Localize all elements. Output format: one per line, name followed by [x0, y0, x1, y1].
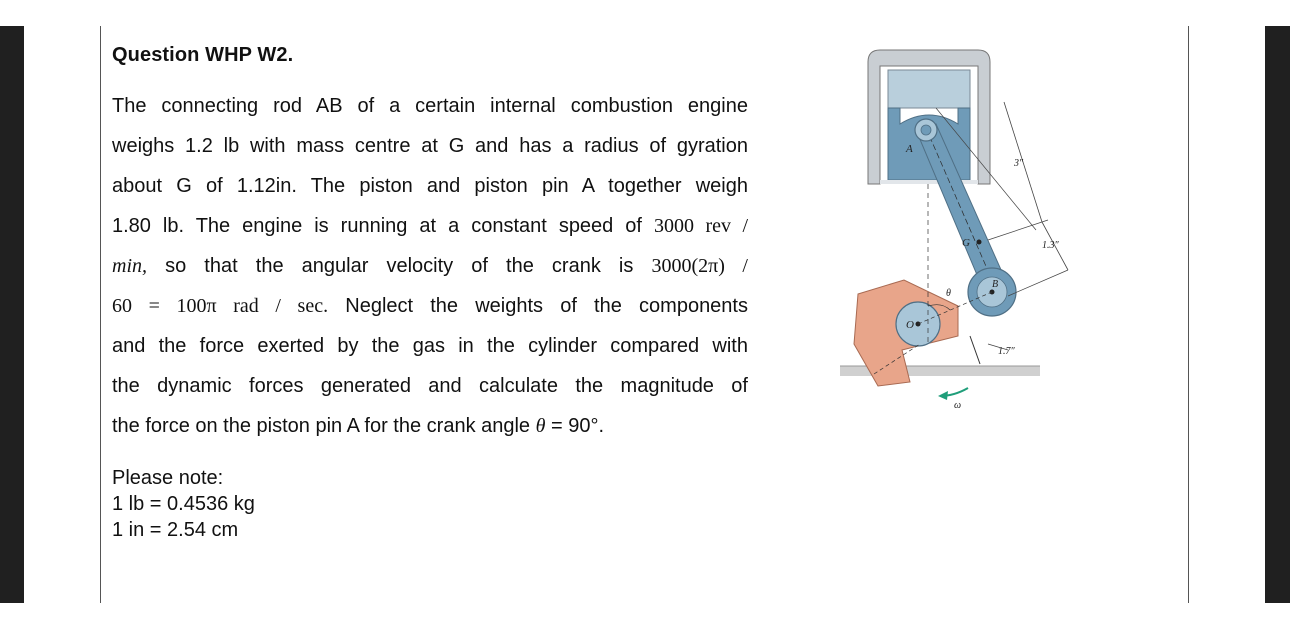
- paragraph-line: and the force exerted by the gas in the cylinder compared with: [112, 335, 748, 357]
- dim-label-1-7in: 1.7″: [998, 346, 1015, 357]
- question-title: Question WHP W2.: [112, 44, 294, 66]
- right-border-line: [1188, 26, 1189, 603]
- unit-min: min,: [112, 255, 147, 277]
- dim-label-3in: 3″: [1014, 158, 1024, 169]
- line-text: 1.80 lb. The engine is running at a constant speed of: [112, 215, 642, 237]
- line-text: the force on the piston pin A for the crank angle: [112, 415, 531, 437]
- paragraph-line: about G of 1.12in. The piston and piston pin A together weigh: [112, 175, 748, 197]
- dim-extension-b: [1008, 270, 1068, 296]
- paragraph-line: [112, 250, 748, 290]
- piston-crown: [888, 70, 970, 108]
- speed-expression: 3000 rev /: [654, 215, 749, 237]
- omega-result: 60 = 100π rad / sec.: [112, 295, 329, 317]
- dim-extension-g: [988, 220, 1048, 240]
- note-heading: Please note:: [112, 467, 224, 489]
- paragraph-line: [112, 410, 748, 450]
- paragraph-line: The connecting rod AB of a certain internal combustion engine: [112, 95, 748, 117]
- angle-value: = 90°.: [551, 415, 605, 437]
- left-border-line: [100, 26, 101, 603]
- paragraph-line: the dynamic forces generated and calculate the magnitude of: [112, 375, 748, 397]
- piston-pin-inner: [921, 125, 931, 135]
- label-g: G: [962, 237, 970, 249]
- cylinder-bottom: [880, 180, 978, 184]
- label-omega: ω: [954, 400, 962, 411]
- question-paragraph: [112, 90, 748, 450]
- omega-expression: 3000(2π) /: [651, 255, 748, 277]
- engine-diagram: [838, 44, 1078, 414]
- theta-symbol: θ: [535, 415, 546, 437]
- conversion-lb: 1 lb = 0.4536 kg: [112, 493, 255, 515]
- support-line: [970, 336, 980, 364]
- paragraph-line: [112, 210, 748, 250]
- label-a: A: [906, 143, 913, 155]
- right-dark-margin: [1265, 26, 1290, 603]
- paragraph-line: weighs 1.2 lb with mass centre at G and has a radius of gyration: [112, 135, 748, 157]
- paragraph-line: [112, 290, 748, 330]
- left-dark-margin: [0, 26, 24, 603]
- conversion-in: 1 in = 2.54 cm: [112, 519, 239, 541]
- line-text: Neglect the weights of the components: [345, 295, 748, 317]
- engine-diagram-svg: [838, 44, 1078, 414]
- dim-label-1-3in: 1.3″: [1042, 240, 1059, 251]
- line-text: so that the angular velocity of the crank is: [165, 255, 634, 277]
- label-b: B: [992, 279, 999, 290]
- omega-arrowhead: [938, 391, 948, 400]
- mass-centre-dot: [977, 240, 982, 245]
- label-o: O: [906, 319, 914, 331]
- label-theta: θ: [946, 288, 951, 299]
- unit-note: [112, 465, 255, 543]
